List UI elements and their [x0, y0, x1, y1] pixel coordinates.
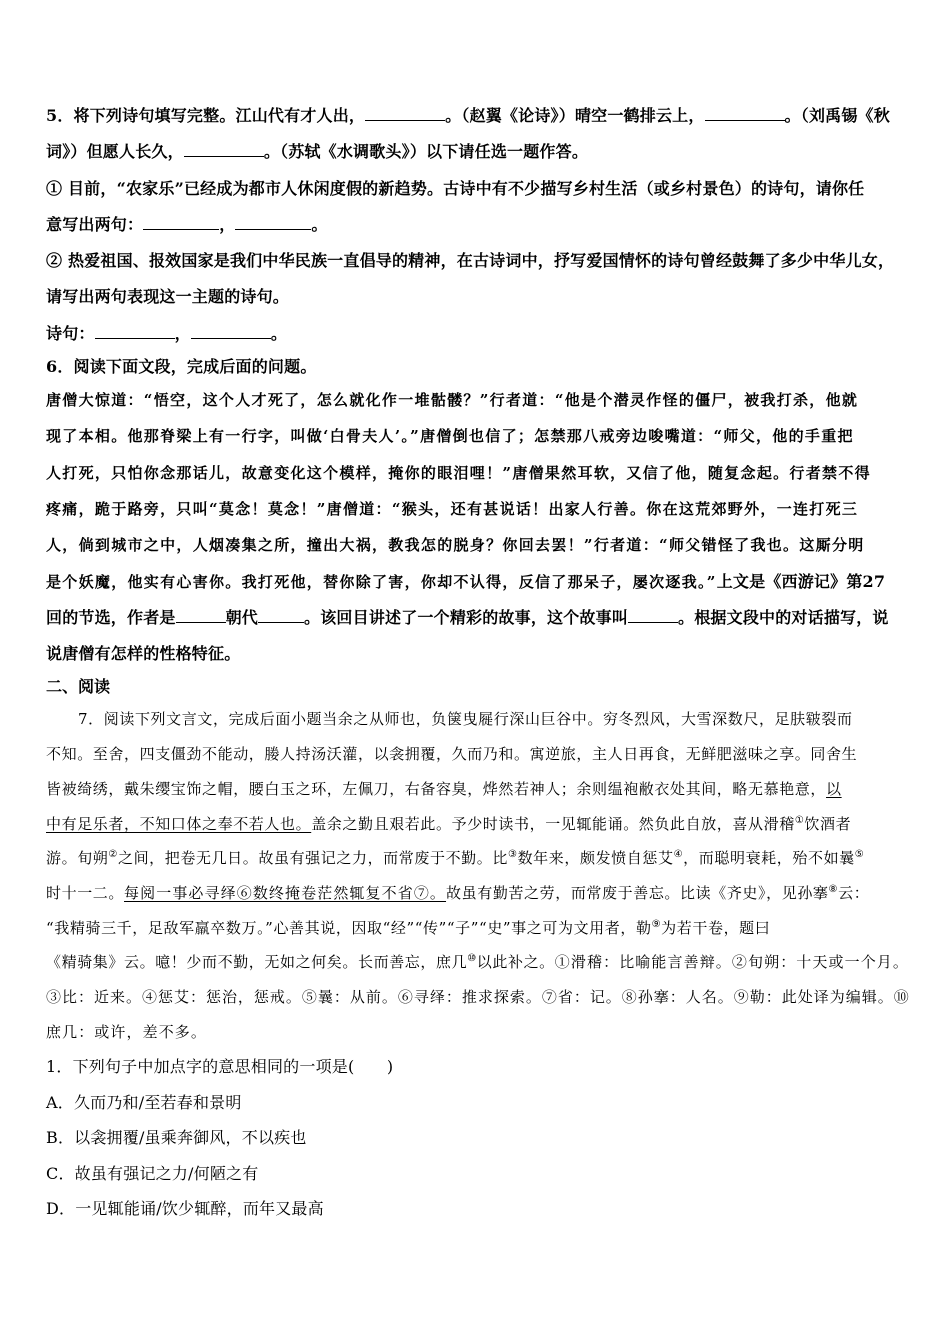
q7-text: 数年来，颇发愤自惩艾 [517, 849, 674, 868]
footnote-marker: ④ [673, 849, 684, 861]
question-stem: 1．下列句子中加点字的意思相同的一项是( ) [46, 1057, 394, 1077]
footnote-marker: ③ [508, 849, 518, 861]
q6-question-text: 朝代 [225, 607, 259, 627]
q5-text: 请写出两句表现这一主题的诗句。 [46, 287, 290, 307]
q6-question-line: 说唐僧有怎样的性格特征。 [46, 644, 241, 664]
q5-text: 诗句： [46, 323, 95, 343]
q5-line-7 [46, 316, 912, 352]
document-page [46, 98, 912, 1227]
q7-line [46, 841, 912, 876]
q6-question-text: 回的节选，作者是 [46, 607, 176, 627]
answer-blank[interactable] [184, 142, 264, 157]
footnote-marker: ⑧ [828, 883, 839, 895]
q6-passage-text: 是个妖魔，他实有心害你。我打死他，替你除了害，你却不认得，反信了那呆子，屡次逐我。” [46, 572, 717, 591]
q7-text: ，而聪明衰耗，殆不如曩 [683, 849, 855, 868]
q7-text: 饮酒者 [804, 814, 852, 833]
q7-footnotes: 庶几：或许，差不多。 [46, 1022, 208, 1041]
q5-text: ， [174, 323, 191, 343]
multiple-choice-question [46, 1049, 912, 1227]
option-d[interactable]: D．一见辄能诵/饮少辄醉，而年又最高 [46, 1199, 324, 1219]
footnote-marker: ⑨ [651, 918, 662, 930]
q5-text: 词》）但愿人长久， [46, 142, 184, 162]
answer-blank[interactable] [143, 215, 219, 230]
q5-text: 5．将下列诗句填写完整。江山代有才人出， [46, 106, 366, 125]
q7-text: “我精骑三千，足敌军羸卒数万。”心善其说，因取“经”“传”“子”“史”事之可为文用者，勒 [46, 918, 652, 937]
option-c[interactable]: C．故虽有强记之力/何陋之有 [46, 1163, 259, 1183]
q6-passage-line: 现了本相。他那脊梁上有一行字，叫做‘白骨夫人’。”唐僧倒也信了；怎禁那八戒旁边唆嘴道：“师父，他的手重把 [46, 427, 854, 446]
question-7 [46, 702, 912, 1049]
q7-footnotes: ①滑稽：比喻能言善辩。②旬朔：十天或一个月。 [554, 953, 909, 972]
q5-line-6 [46, 279, 912, 315]
q7-underlined-text: 每阅一事必寻绎⑥数终掩卷茫然辄复不省⑦。 [124, 883, 447, 902]
q7-text: 皆被绮绣，戴朱缨宝饰之帽，腰白玉之环，左佩刀，右备容臭，烨然若神人；余则缊袍敝衣处其间，略无慕艳意， [46, 779, 827, 798]
q7-text: 《精骑集》云。噫！少而不勤，无如之何矣。长而善忘，庶几 [46, 953, 468, 972]
q6-question-text: 。该回目讲述了一个精彩的故事，这个故事叫 [304, 607, 629, 627]
q7-line [46, 876, 912, 911]
q7-text: 故虽有勤苦之劳，而常废于善忘。比读《齐史》，见孙搴 [446, 883, 829, 902]
q5-line-3 [46, 171, 912, 207]
q7-underlined-text: 以 [826, 779, 842, 798]
option-a[interactable]: A．久而乃和/至若春和景明 [46, 1092, 242, 1112]
q6-question-line [46, 600, 912, 636]
answer-blank[interactable] [95, 324, 175, 339]
q7-text: 之间，把卷无几日。故虽有强记之力，而常废于不勤。比 [117, 849, 508, 868]
q5-text: 。 [311, 214, 328, 234]
q6-passage-line: 人，倘到城市之中，人烟凑集之所，撞出大祸，教我怎的脱身？你回去罢！”行者道：“师父错怪了我也。这厮分明 [46, 536, 865, 555]
answer-blank[interactable] [191, 324, 271, 339]
answer-blank[interactable] [235, 215, 311, 230]
answer-blank[interactable] [705, 106, 785, 121]
q5-text: 。 [270, 323, 288, 343]
answer-blank[interactable] [365, 106, 445, 121]
q7-line: 不知。至舍，四支僵劲不能动，媵人持汤沃灌，以衾拥覆，久而乃和。寓逆旅，主人日再食，无鲜肥滋味之享。同舍生 [46, 745, 858, 764]
q7-underlined-text: 中有足乐者，不知口体之奉不若人也。 [46, 814, 312, 833]
q7-line [46, 807, 912, 842]
q7-text: 盖余之勤且艰若此。予少时读书，一见辄能诵。然负此自放，喜从滑稽 [311, 814, 795, 833]
footnote-marker: ② [108, 849, 118, 861]
q5-line-5 [46, 243, 912, 279]
q7-text: 云： [838, 883, 870, 902]
q6-question-text: 。根据文段中的对话描写，说 [678, 607, 889, 627]
q6-passage-line [46, 564, 912, 600]
answer-blank-dynasty[interactable] [258, 608, 304, 623]
question-6 [46, 352, 912, 672]
q5-line-1 [46, 98, 912, 134]
q7-line [46, 772, 912, 807]
q5-text: ① 目前，“农家乐”已经成为都市人休闲度假的新趋势。古诗中有不少描写乡村生活（或乡村景色）的诗句，请你任 [46, 178, 865, 198]
option-b[interactable]: B．以衾拥覆/虽乘奔御风，不以疾也 [46, 1128, 307, 1148]
q7-text: 时十一二。 [46, 883, 125, 902]
q7-text: 以此补之。 [476, 953, 555, 972]
footnote-marker: ⑩ [467, 953, 477, 965]
q5-text: ② 热爱祖国、报效国家是我们中华民族一直倡导的精神，在古诗词中，抒写爱国情怀的诗句曾经鼓舞了多少中华儿女， [46, 251, 895, 271]
q6-passage-line: 人打死，只怕你念那话儿，故意变化这个模样，掩你的眼泪哩！”唐僧果然耳软，又信了他，随复念起。行者禁不得 [46, 463, 871, 482]
section-title: 二、阅读 [46, 677, 111, 697]
q5-text: ， [219, 214, 236, 234]
q6-question-text: 上文是《西游记》第27 [716, 571, 886, 591]
q6-passage-line: 疼痛，跪于路旁，只叫“莫念！莫念！”唐僧道：“猴头，还有甚说话！出家人行善。你在这荒郊野外，一连打死三 [46, 499, 859, 518]
q7-footnotes: ③比：近来。④惩艾：惩治，惩戒。⑤曩：从前。⑥寻绎：推求探索。⑦省：记。⑧孙搴：人名。⑨勒：此处译为编辑。⑩ [46, 987, 910, 1006]
q7-line [46, 911, 912, 946]
q5-line-2 [46, 134, 912, 170]
q6-passage-line: 唐僧大惊道：“悟空，这个人才死了，怎么就化作一堆骷髅？”行者道：“他是个潜灵作怪的僵尸，被我打杀，他就 [46, 391, 859, 410]
answer-blank-author[interactable] [176, 608, 226, 623]
q7-text: 游。旬朔 [46, 849, 109, 868]
q5-line-4 [46, 207, 912, 243]
q5-text: 。（刘禹锡《秋 [784, 106, 890, 125]
question-5 [46, 98, 912, 352]
q5-text: 。（赵翼《论诗》）晴空一鹤排云上， [445, 106, 705, 125]
answer-blank-story[interactable] [628, 608, 678, 623]
footnote-marker: ① [794, 814, 805, 826]
footnote-marker: ⑤ [854, 849, 865, 861]
q7-text: 为若干卷，题曰 [661, 918, 771, 937]
q6-title: 6．阅读下面文段，完成后面的问题。 [46, 357, 317, 377]
q5-text: 。（苏轼《水调歌头》）以下请任选一题作答。 [263, 142, 589, 162]
q5-text: 意写出两句： [46, 214, 144, 234]
q7-line: 7．阅读下列文言文，完成后面小题当余之从师也，负箧曳屣行深山巨谷中。穷冬烈风，大雪深数尺，足肤皲裂而 [78, 710, 853, 729]
q7-line [46, 945, 912, 980]
